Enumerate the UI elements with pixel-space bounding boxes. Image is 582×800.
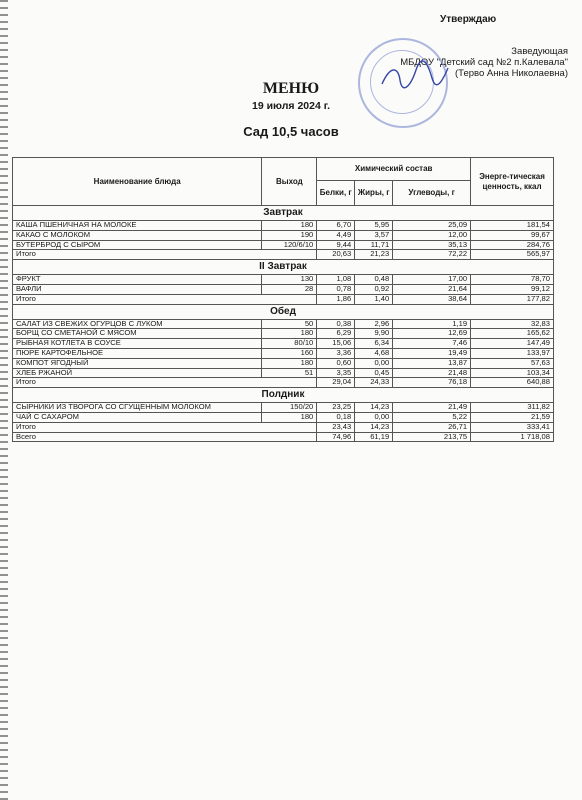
total-energy: 333,41 — [471, 422, 554, 432]
dish-fat: 6,34 — [355, 339, 393, 349]
grand-total-carb: 213,75 — [393, 432, 471, 442]
dish-name: БОРЩ СО СМЕТАНОЙ С МЯСОМ — [13, 329, 262, 339]
dish-protein: 0,38 — [317, 319, 355, 329]
total-row — [13, 422, 554, 432]
total-energy: 640,88 — [471, 378, 554, 388]
dish-carb: 5,22 — [393, 412, 471, 422]
dish-name: ВАФЛИ — [13, 284, 262, 294]
section-title: Полдник — [13, 388, 554, 403]
dish-name: РЫБНАЯ КОТЛЕТА В СОУСЕ — [13, 339, 262, 349]
dish-protein: 23,25 — [317, 403, 355, 413]
dish-output: 28 — [262, 284, 317, 294]
dish-carb: 17,00 — [393, 275, 471, 285]
dish-name: КАКАО С МОЛОКОМ — [13, 230, 262, 240]
total-row — [13, 250, 554, 260]
dish-name: СЫРНИКИ ИЗ ТВОРОГА СО СГУЩЕННЫМ МОЛОКОМ — [13, 403, 262, 413]
dish-energy: 133,97 — [471, 348, 554, 358]
dish-output: 150/20 — [262, 403, 317, 413]
dish-name: ЧАЙ С САХАРОМ — [13, 412, 262, 422]
dish-name: КАША ПШЕНИЧНАЯ НА МОЛОКЕ — [13, 221, 262, 231]
dish-output: 51 — [262, 368, 317, 378]
dish-energy: 181,54 — [471, 221, 554, 231]
dish-carb: 12,69 — [393, 329, 471, 339]
table-row — [13, 403, 554, 413]
total-carb: 26,71 — [393, 422, 471, 432]
total-energy: 177,82 — [471, 294, 554, 304]
dish-output: 190 — [262, 230, 317, 240]
total-protein: 23,43 — [317, 422, 355, 432]
dish-protein: 1,08 — [317, 275, 355, 285]
col-chem-header: Химический состав — [317, 158, 471, 181]
approver-position: Заведующая — [511, 46, 568, 57]
grand-total-fat: 61,19 — [355, 432, 393, 442]
director-name: (Терво Анна Николаевна) — [455, 68, 568, 79]
dish-output: 130 — [262, 275, 317, 285]
dish-protein: 9,44 — [317, 240, 355, 250]
dish-name: КОМПОТ ЯГОДНЫЙ — [13, 358, 262, 368]
dish-protein: 3,35 — [317, 368, 355, 378]
dish-output: 80/10 — [262, 339, 317, 349]
dish-carb: 35,13 — [393, 240, 471, 250]
section-title: II Завтрак — [13, 260, 554, 275]
grand-total-protein: 74,96 — [317, 432, 355, 442]
col-protein-header: Белки, г — [317, 181, 355, 206]
dish-fat: 4,68 — [355, 348, 393, 358]
dish-fat: 0,00 — [355, 358, 393, 368]
dish-energy: 284,76 — [471, 240, 554, 250]
section-title: Обед — [13, 304, 554, 319]
total-carb: 76,18 — [393, 378, 471, 388]
table-row — [13, 221, 554, 231]
dish-energy: 165,62 — [471, 329, 554, 339]
total-fat: 21,23 — [355, 250, 393, 260]
dish-carb: 13,87 — [393, 358, 471, 368]
dish-carb: 19,49 — [393, 348, 471, 358]
dish-energy: 147,49 — [471, 339, 554, 349]
dish-protein: 0,18 — [317, 412, 355, 422]
section-row — [13, 260, 554, 275]
grand-total-energy: 1 718,08 — [471, 432, 554, 442]
dish-carb: 7,46 — [393, 339, 471, 349]
total-protein: 1,86 — [317, 294, 355, 304]
table-row — [13, 358, 554, 368]
dish-carb: 12,00 — [393, 230, 471, 240]
dish-name: ХЛЕБ РЖАНОЙ — [13, 368, 262, 378]
dish-energy: 57,63 — [471, 358, 554, 368]
col-name-header: Наименование блюда — [13, 158, 262, 206]
col-carb-header: Углеводы, г — [393, 181, 471, 206]
dish-name: ФРУКТ — [13, 275, 262, 285]
dish-fat: 0,48 — [355, 275, 393, 285]
col-fat-header: Жиры, г — [355, 181, 393, 206]
section-title: Завтрак — [13, 206, 554, 221]
approval-label: Утверждаю — [440, 14, 497, 25]
dish-fat: 0,00 — [355, 412, 393, 422]
dish-fat: 0,92 — [355, 284, 393, 294]
dish-output: 50 — [262, 319, 317, 329]
dish-protein: 6,70 — [317, 221, 355, 231]
total-label: Итого — [13, 250, 317, 260]
dish-output: 120/6/10 — [262, 240, 317, 250]
dish-energy: 311,82 — [471, 403, 554, 413]
dish-output: 180 — [262, 358, 317, 368]
menu-table — [12, 157, 554, 442]
dish-output: 180 — [262, 412, 317, 422]
dish-fat: 3,57 — [355, 230, 393, 240]
table-row — [13, 339, 554, 349]
dish-protein: 0,78 — [317, 284, 355, 294]
grand-total-label: Всего — [13, 432, 317, 442]
dish-carb: 21,48 — [393, 368, 471, 378]
table-row — [13, 284, 554, 294]
dish-protein: 3,36 — [317, 348, 355, 358]
table-row — [13, 348, 554, 358]
page-title: МЕНЮ — [262, 80, 320, 97]
dish-energy: 99,67 — [471, 230, 554, 240]
dish-name: БУТЕРБРОД С СЫРОМ — [13, 240, 262, 250]
dish-energy: 78,70 — [471, 275, 554, 285]
dish-protein: 15,06 — [317, 339, 355, 349]
total-label: Итого — [13, 294, 317, 304]
total-row — [13, 294, 554, 304]
total-label: Итого — [13, 422, 317, 432]
section-row — [13, 206, 554, 221]
total-fat: 14,23 — [355, 422, 393, 432]
table-row — [13, 230, 554, 240]
dish-fat: 14,23 — [355, 403, 393, 413]
section-row — [13, 304, 554, 319]
table-row — [13, 368, 554, 378]
total-row — [13, 378, 554, 388]
grand-total-row — [13, 432, 554, 442]
total-protein: 20,63 — [317, 250, 355, 260]
dish-energy: 103,34 — [471, 368, 554, 378]
dish-fat: 9,90 — [355, 329, 393, 339]
total-carb: 72,22 — [393, 250, 471, 260]
dish-protein: 6,29 — [317, 329, 355, 339]
menu-subtitle: Сад 10,5 часов — [243, 124, 339, 139]
total-label: Итого — [13, 378, 317, 388]
table-row — [13, 275, 554, 285]
dish-fat: 5,95 — [355, 221, 393, 231]
dish-protein: 0,60 — [317, 358, 355, 368]
col-energy-header: Энерге-тическая ценность, ккал — [471, 158, 554, 206]
dish-output: 160 — [262, 348, 317, 358]
binding-holes — [0, 0, 8, 800]
dish-energy: 21,59 — [471, 412, 554, 422]
total-fat: 1,40 — [355, 294, 393, 304]
dish-carb: 1,19 — [393, 319, 471, 329]
total-energy: 565,97 — [471, 250, 554, 260]
total-fat: 24,33 — [355, 378, 393, 388]
menu-date: 19 июля 2024 г. — [252, 100, 330, 112]
dish-name: ПЮРЕ КАРТОФЕЛЬНОЕ — [13, 348, 262, 358]
dish-carb: 21,64 — [393, 284, 471, 294]
dish-output: 180 — [262, 221, 317, 231]
dish-fat: 11,71 — [355, 240, 393, 250]
col-output-header: Выход — [262, 158, 317, 206]
dish-energy: 32,83 — [471, 319, 554, 329]
table-row — [13, 412, 554, 422]
total-protein: 29,04 — [317, 378, 355, 388]
dish-name: САЛАТ ИЗ СВЕЖИХ ОГУРЦОВ С ЛУКОМ — [13, 319, 262, 329]
dish-fat: 2,96 — [355, 319, 393, 329]
section-row — [13, 388, 554, 403]
dish-output: 180 — [262, 329, 317, 339]
dish-carb: 21,49 — [393, 403, 471, 413]
dish-carb: 25,09 — [393, 221, 471, 231]
table-row — [13, 240, 554, 250]
dish-energy: 99,12 — [471, 284, 554, 294]
total-carb: 38,64 — [393, 294, 471, 304]
organization-name: МБДОУ "Детский сад №2 п.Калевала" — [400, 57, 568, 68]
dish-fat: 0,45 — [355, 368, 393, 378]
dish-protein: 4,49 — [317, 230, 355, 240]
